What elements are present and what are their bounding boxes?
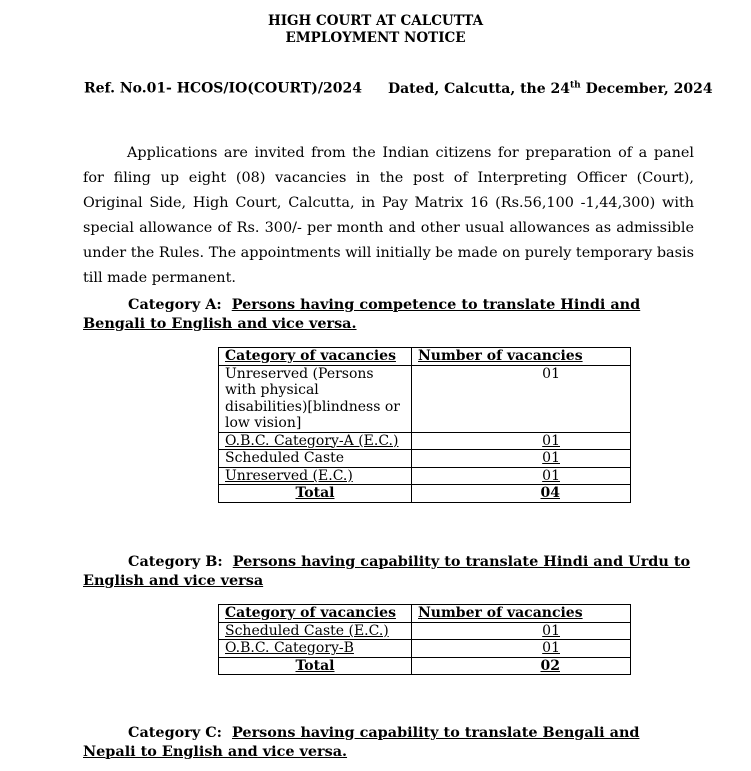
total-row — [219, 657, 631, 675]
row-category: O.B.C. Category-B — [219, 640, 412, 658]
category-b-description: Persons having capability to translate Hindi and Urdu to English and vice versa — [83, 553, 691, 589]
table-row — [219, 640, 631, 658]
table-row — [219, 467, 631, 485]
category-a-heading — [83, 295, 695, 333]
category-a-label: Category A: — [128, 296, 222, 313]
total-row — [219, 485, 631, 503]
table-header-row — [219, 348, 631, 366]
total-value: 04 — [412, 485, 631, 503]
row-category: O.B.C. Category-A (E.C.) — [219, 432, 412, 450]
notice-title: EMPLOYMENT NOTICE — [285, 30, 466, 46]
court-title: HIGH COURT AT CALCUTTA — [267, 13, 484, 29]
total-value: 02 — [412, 657, 631, 675]
category-b-table — [218, 604, 631, 675]
table-row — [219, 432, 631, 450]
col-header-category: Category of vacancies — [219, 605, 412, 623]
table-row — [219, 365, 631, 432]
total-label: Total — [219, 657, 412, 675]
date-line: Dated, Calcutta, the 24th December, 2024 — [387, 80, 713, 97]
category-b-heading — [83, 552, 695, 590]
category-c-label: Category C: — [128, 724, 222, 741]
row-number: 01 — [412, 450, 631, 468]
row-number: 01 — [412, 432, 631, 450]
row-number: 01 — [412, 365, 631, 432]
table-header-row — [219, 605, 631, 623]
row-number: 01 — [412, 467, 631, 485]
row-category: Unreserved (Persons with physical disabilities)[blindness or low vision] — [219, 365, 412, 432]
row-category: Scheduled Caste — [219, 450, 412, 468]
category-a-description: Persons having competence to translate Hindi and Bengali to English and vice versa. — [83, 296, 641, 332]
row-number: 01 — [412, 622, 631, 640]
category-b-label: Category B: — [128, 553, 223, 570]
reference-line — [84, 80, 713, 97]
table-row — [219, 622, 631, 640]
col-header-number: Number of vacancies — [412, 605, 631, 623]
col-header-number: Number of vacancies — [412, 348, 631, 366]
category-c-heading — [83, 723, 695, 761]
row-number: 01 — [412, 640, 631, 658]
col-header-category: Category of vacancies — [219, 348, 412, 366]
intro-paragraph: Applications are invited from the Indian citizens for preparation of a panel for filing up eight (08) vacancies in the post of Interpreting Officer (Court), Original Side, High Court, Calcutta, in Pay Matrix 16 (Rs.56,100 -1,44,300) with special allowance of Rs. 300/- per month and other usual allowances as admissible under the Rules. The appointments will initially be made on purely temporary basis till made permanent. — [83, 145, 694, 286]
category-a-table — [218, 347, 631, 503]
row-category: Unreserved (E.C.) — [219, 467, 412, 485]
table-row — [219, 450, 631, 468]
total-label: Total — [219, 485, 412, 503]
category-c-description: Persons having capability to translate Bengali and Nepali to English and vice versa. — [83, 724, 640, 760]
row-category: Scheduled Caste (E.C.) — [219, 622, 412, 640]
ref-number: Ref. No.01- HCOS/IO(COURT)/2024 — [84, 80, 362, 97]
